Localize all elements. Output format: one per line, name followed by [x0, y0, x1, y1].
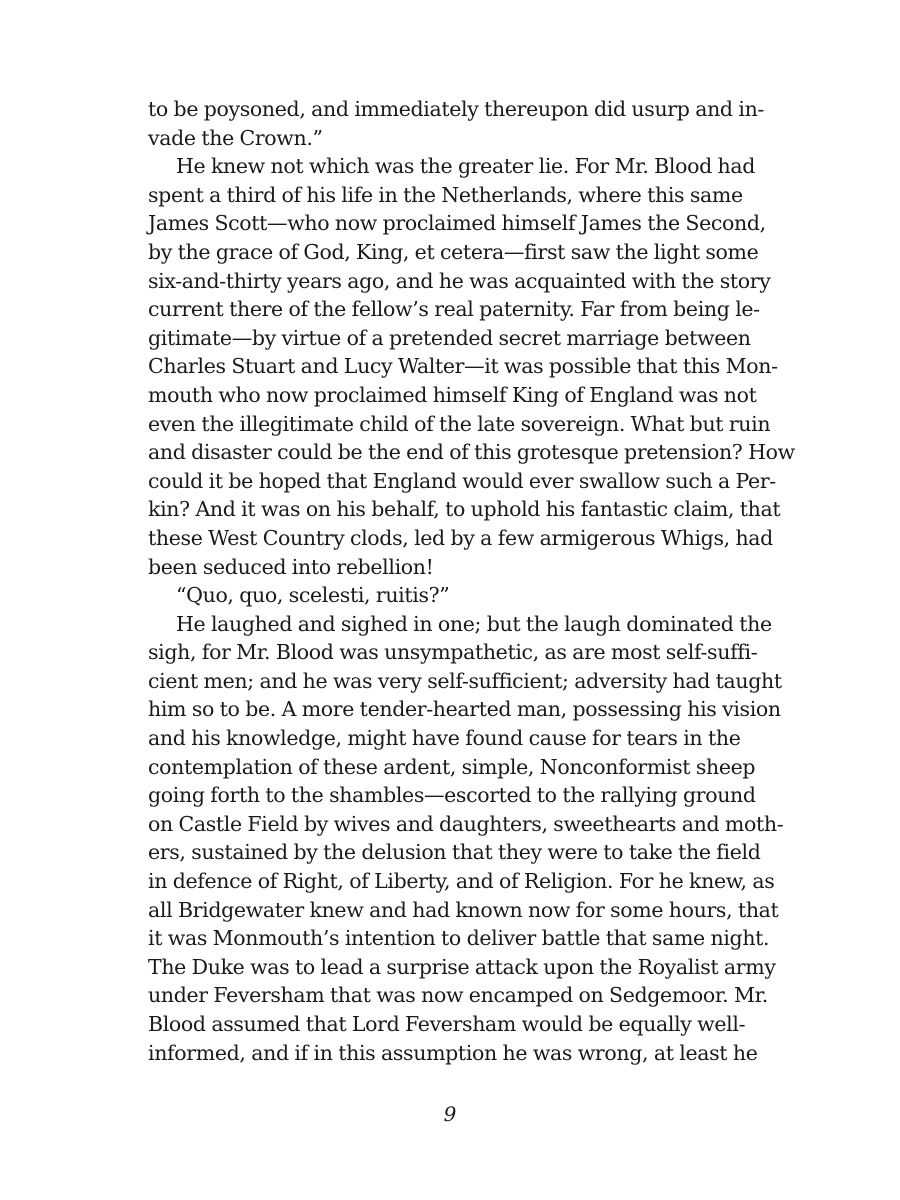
text-line: current there of the fellow’s real paternity. Far from being le- — [148, 297, 760, 322]
text-line: even the illegitimate child of the late sovereign. What but ruin — [148, 411, 771, 436]
text-line: James Scott—who now proclaimed himself James the Second, — [148, 211, 766, 236]
text-line: going forth to the shambles—escorted to the rallying ground — [148, 783, 756, 808]
text-line: He knew not which was the greater lie. For Mr. Blood had — [176, 154, 756, 179]
text-line: him so to be. A more tender-hearted man, possessing his vision — [148, 697, 781, 722]
text-line: contemplation of these ardent, simple, Nonconformist sheep — [148, 754, 756, 779]
text-line: under Feversham that was now encamped on Sedgemoor. Mr. — [148, 983, 768, 1008]
text-line: cient men; and he was very self-sufficient; adversity had taught — [148, 668, 782, 693]
text-line: to be poysoned, and immediately thereupon did usurp and in- — [148, 97, 764, 121]
text-line: all Bridgewater knew and had known now for some hours, that — [148, 897, 779, 922]
text-line: kin? And it was on his behalf, to uphold his fantastic claim, that — [148, 497, 781, 522]
text-line: these West Country clods, led by a few armigerous Whigs, had — [148, 525, 773, 550]
text-line: on Castle Field by wives and daughters, sweethearts and moth- — [148, 811, 784, 836]
text-line: in defence of Right, of Liberty, and of Religion. For he knew, as — [148, 869, 775, 894]
text-line: vade the Crown.” — [148, 125, 323, 150]
text-line: gitimate—by virtue of a pretended secret marriage between — [148, 325, 751, 350]
text-line: spent a third of his life in the Netherlands, where this same — [148, 182, 743, 207]
text-line: ers, sustained by the delusion that they were to take the field — [148, 840, 761, 865]
text-line: six-and-thirty years ago, and he was acquainted with the story — [148, 268, 771, 293]
text-line: could it be hoped that England would ever swallow such a Per- — [148, 468, 776, 493]
text-line: been seduced into rebellion! — [148, 554, 434, 579]
text-line: mouth who now proclaimed himself King of England was not — [148, 382, 757, 407]
text-line: The Duke was to lead a surprise attack upon the Royalist army — [148, 954, 776, 979]
text-line: and disaster could be the end of this grotesque pretension? How — [148, 440, 795, 465]
text-line: it was Monmouth’s intention to deliver battle that same night. — [148, 926, 770, 951]
text-line: and his knowledge, might have found cause for tears in the — [148, 726, 741, 751]
text-line: Charles Stuart and Lucy Walter—it was possible that this Mon- — [148, 354, 778, 379]
page-number: 9 — [443, 1102, 457, 1126]
text-line: Blood assumed that Lord Feversham would be equally well- — [148, 1012, 746, 1036]
text-line: “Quo, quo, scelesti, ruitis?” — [176, 583, 450, 608]
body-text — [148, 95, 795, 1067]
text-line: sigh, for Mr. Blood was unsympathetic, as are most self-suffi- — [148, 640, 758, 665]
text-line: informed, and if in this assumption he was wrong, at least he — [148, 1040, 758, 1065]
text-line: He laughed and sighed in one; but the laugh dominated the — [176, 611, 772, 636]
text-line: by the grace of God, King, et cetera—first saw the light some — [148, 239, 759, 264]
